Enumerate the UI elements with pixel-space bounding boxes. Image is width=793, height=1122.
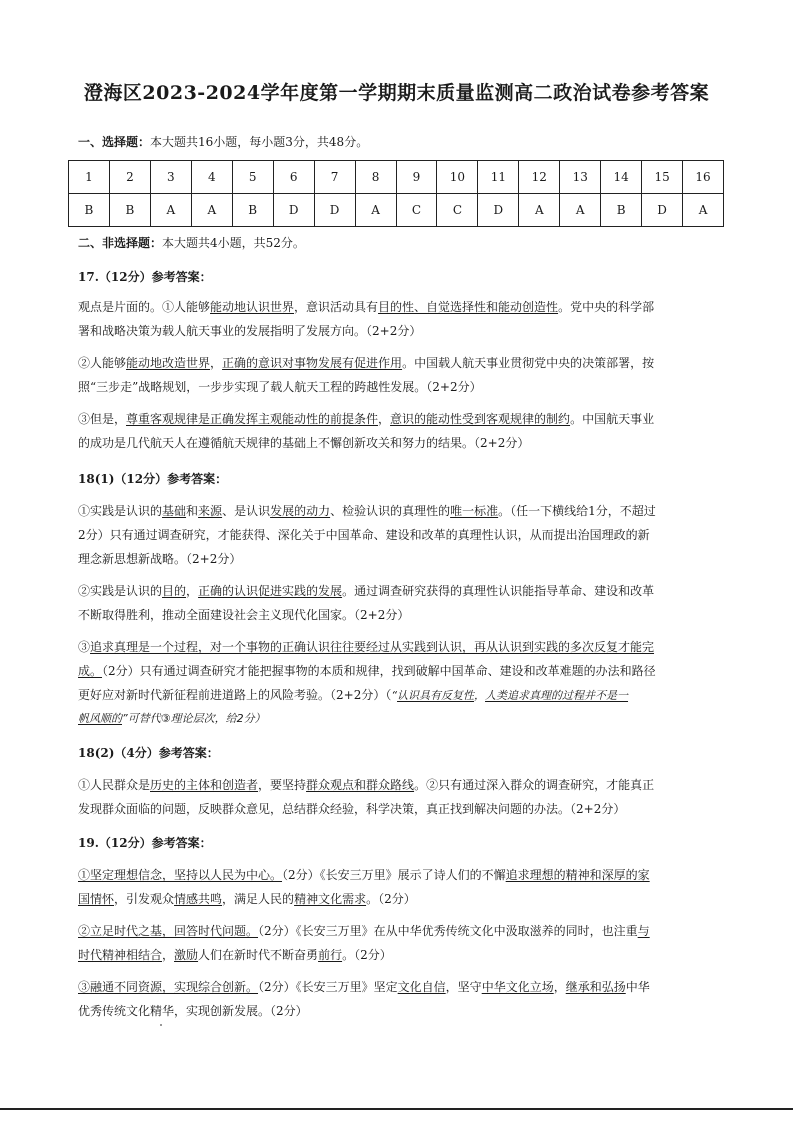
answer-cell: C — [396, 194, 437, 227]
text: ， — [553, 980, 566, 994]
q18-1-heading: 18(1)（12分）参考答案： — [78, 472, 228, 486]
answer-cell: A — [560, 194, 601, 227]
answer-cell: C — [437, 194, 478, 227]
text: ③ — [78, 640, 91, 654]
underlined-text: 历史的主体和创造者 — [150, 778, 259, 792]
underlined-text: 追求理想的精神和深厚的家 — [505, 868, 650, 882]
section1-line — [78, 133, 368, 150]
q19-p2-line2 — [78, 946, 392, 963]
underlined-text: 目的性、自觉选择性和能动创造性 — [378, 300, 559, 314]
q19-p3-line1 — [78, 978, 650, 995]
section1-desc: 本大题共16小题，每小题3分，共48分。 — [150, 135, 369, 149]
question-number-cell: 11 — [478, 161, 519, 194]
underlined-text: 继承和弘扬 — [565, 980, 626, 994]
underlined-text: 能动地改造世界 — [126, 356, 211, 370]
q18-1-p3-line3 — [78, 686, 628, 703]
text: （2分）《长安三万里》展示了诗人们的不懈 — [282, 868, 506, 882]
q18-2-heading: 18(2)（4分）参考答案： — [78, 746, 219, 760]
q18-1-p3-line4 — [78, 710, 266, 726]
underlined-text: 激励 — [174, 948, 199, 962]
question-number-cell: 6 — [273, 161, 314, 194]
stray-mark — [160, 1024, 162, 1026]
underlined-text: 帆风顺的 — [78, 712, 122, 725]
answer-cell: B — [601, 194, 642, 227]
page-title: 澄海区2023-2024学年度第一学期期末质量监测高二政治试卷参考答案 — [83, 82, 710, 104]
text: 更好应对新时代新征程前进道路上的风险考验。（2+2分）（ — [78, 688, 392, 702]
underlined-text: 情感共鸣 — [174, 892, 223, 906]
q19-p1-line1 — [78, 866, 650, 883]
q17-p2-line1 — [78, 354, 654, 371]
text: 。（任一下横线给1分，不超过 — [498, 504, 656, 518]
question-number-cell: 12 — [519, 161, 560, 194]
answer-cell: D — [478, 194, 519, 227]
question-number-row — [69, 161, 724, 194]
q17-p3-line1 — [78, 410, 654, 427]
section1-heading: 一、选择题： — [78, 135, 151, 149]
underlined-text: 追求真理是一个过程，对一个事物的正确认识往往要经过从实践到认识，再从认识到实践的多次反复才能完 — [90, 640, 655, 654]
answer-cell: A — [191, 194, 232, 227]
answer-table — [68, 160, 724, 227]
text: 。中国航天事业 — [570, 412, 655, 426]
underlined-text: ③融通不同资源，实现综合创新。 — [78, 980, 259, 994]
underlined-text: 与 — [637, 924, 650, 938]
q17-p3-line2: 的成功是几代航天人在遵循航天规律的基础上不懈创新攻关和努力的结果。（2+2分） — [78, 436, 530, 450]
answer-cell: A — [150, 194, 191, 227]
answer-cell: A — [519, 194, 560, 227]
answer-cell: B — [69, 194, 110, 227]
bottom-rule — [0, 1108, 793, 1110]
text: ①实践是认识的 — [78, 504, 163, 518]
underlined-text: 文化自信 — [397, 980, 446, 994]
text: 。党中央的科学部 — [558, 300, 655, 314]
text: 人们在新时代不断奋勇 — [198, 948, 319, 962]
underlined-text: 尊重客观规律是正确发挥主观能动性的前提条件 — [126, 412, 379, 426]
q18-1-p1-line3: 理念新思想新战略。（2+2分） — [78, 552, 242, 566]
text: 、检验认识的真理性的 — [330, 504, 451, 518]
q18-2-p1-line2: 发现群众面临的问题，反映群众意见，总结群众经验，科学决策，真正找到解决问题的办法。（2+2分） — [78, 802, 626, 816]
question-number-cell: 10 — [437, 161, 478, 194]
text: 中华 — [625, 980, 650, 994]
q17-p1-line2: 署和战略决策为载人航天事业的发展指明了发展方向。（2+2分） — [78, 324, 422, 338]
text: ，意识活动具有 — [294, 300, 379, 314]
text: 。（2分） — [342, 948, 392, 962]
underlined-text: 人类追求真理的过程并不是一 — [485, 689, 629, 702]
q19-p2-line1 — [78, 922, 650, 939]
section2-line — [78, 234, 305, 251]
q18-1-p3-line2 — [78, 662, 656, 679]
q18-1-p1-line2: 2分）只有通过调查研究，才能获得、深化关于中国革命、建设和改革的真理性认识，从而提出治国理政的新 — [78, 528, 650, 542]
text: ，要坚持 — [258, 778, 307, 792]
question-number-cell: 1 — [69, 161, 110, 194]
underlined-text: 时代精神相结合 — [78, 948, 163, 962]
answer-cell: A — [683, 194, 724, 227]
text: “ — [391, 689, 398, 702]
text: 和 — [186, 504, 199, 518]
text: 。通过调查研究获得的真理性认识能指导革命、建设和改革 — [342, 584, 655, 598]
question-number-cell: 15 — [642, 161, 683, 194]
q18-1-p3-line1 — [78, 638, 654, 655]
text: （2分）《长安三万里》坚定 — [258, 980, 398, 994]
text: ， — [378, 412, 391, 426]
underlined-text: 国情怀 — [78, 892, 115, 906]
text: ③但是， — [78, 412, 127, 426]
question-number-cell: 13 — [560, 161, 601, 194]
underlined-text: 唯一标准 — [450, 504, 499, 518]
text: 。②只有通过深入群众的调查研究，才能真正 — [414, 778, 655, 792]
text: ，满足人民的 — [222, 892, 295, 906]
q17-p1-line1 — [78, 298, 654, 315]
text: ②实践是认识的 — [78, 584, 163, 598]
underlined-text: 中华文化立场 — [481, 980, 554, 994]
q18-1-p1-line1 — [78, 502, 656, 519]
underlined-text: 能动地认识世界 — [210, 300, 295, 314]
section2-heading: 二、非选择题： — [78, 236, 163, 250]
text: ②人能够 — [78, 356, 127, 370]
q19-p1-line2 — [78, 890, 416, 907]
q17-heading: 17.（12分）参考答案： — [78, 270, 212, 284]
answer-cell: A — [355, 194, 396, 227]
text: ，引发观众 — [114, 892, 175, 906]
underlined-text: ①坚定理想信念，坚持以人民为中心。 — [78, 868, 283, 882]
underlined-text: 目的 — [162, 584, 187, 598]
text: （2分）《长安三万里》在从中华优秀传统文化中汲取滋养的同时，也注重 — [258, 924, 638, 938]
underlined-text: 发展的动力 — [270, 504, 331, 518]
text: ， — [162, 948, 175, 962]
text: 。（2分） — [366, 892, 416, 906]
question-number-cell: 14 — [601, 161, 642, 194]
section2-desc: 本大题共4小题，共52分。 — [162, 236, 305, 250]
answer-cell: B — [109, 194, 150, 227]
underlined-text: 基础 — [162, 504, 187, 518]
q17-p2-line2: 照“三步走”战略规划，一步步实现了载人航天工程的跨越性发展。（2+2分） — [78, 380, 482, 394]
underlined-text: 前行 — [318, 948, 343, 962]
underlined-text: 精神文化需求 — [294, 892, 367, 906]
question-number-cell: 4 — [191, 161, 232, 194]
text: 、是认识 — [222, 504, 271, 518]
text: ③理论层次，给2分） — [160, 712, 266, 725]
question-number-cell: 3 — [150, 161, 191, 194]
text: ①人民群众是 — [78, 778, 151, 792]
underlined-text: 正确的意识对事物发展有促进作用 — [222, 356, 403, 370]
underlined-text: 来源 — [198, 504, 223, 518]
q19-heading: 19.（12分）参考答案： — [78, 836, 212, 850]
question-number-cell: 5 — [232, 161, 273, 194]
underlined-text: 认识具有反复性 — [397, 689, 475, 702]
underlined-text: 群众观点和群众路线 — [306, 778, 415, 792]
q18-1-p2-line1 — [78, 582, 654, 599]
answer-row — [69, 194, 724, 227]
q19-p3-line2: 优秀传统文化精华，实现创新发展。（2分） — [78, 1004, 308, 1018]
answer-cell: D — [642, 194, 683, 227]
text: 。中国载人航天事业贯彻党中央的决策部署，按 — [402, 356, 655, 370]
answer-cell: B — [232, 194, 273, 227]
text: （2分）只有通过调查研究才能把握事物的本质和规律，找到破解中国革命、建设和改革难题的办法和路径 — [102, 664, 656, 678]
text: ， — [474, 689, 486, 702]
answer-cell: D — [273, 194, 314, 227]
underlined-text: 正确的认识促进实践的发展 — [198, 584, 343, 598]
text: ，坚守 — [445, 980, 482, 994]
q18-1-p2-line2: 不断取得胜利，推动全面建设社会主义现代化国家。（2+2分） — [78, 608, 410, 622]
question-number-cell: 8 — [355, 161, 396, 194]
q18-2-p1-line1 — [78, 776, 654, 793]
underlined-text: 意识的能动性受到客观规律的制约 — [390, 412, 571, 426]
underlined-text: ②立足时代之基，回答时代问题。 — [78, 924, 259, 938]
question-number-cell: 7 — [314, 161, 355, 194]
question-number-cell: 16 — [683, 161, 724, 194]
text: ， — [186, 584, 199, 598]
text: ”可替代 — [122, 712, 161, 725]
answer-cell: D — [314, 194, 355, 227]
text: ， — [210, 356, 223, 370]
underlined-text: 成。 — [78, 664, 103, 678]
question-number-cell: 9 — [396, 161, 437, 194]
text: 观点是片面的。①人能够 — [78, 300, 211, 314]
question-number-cell: 2 — [109, 161, 150, 194]
